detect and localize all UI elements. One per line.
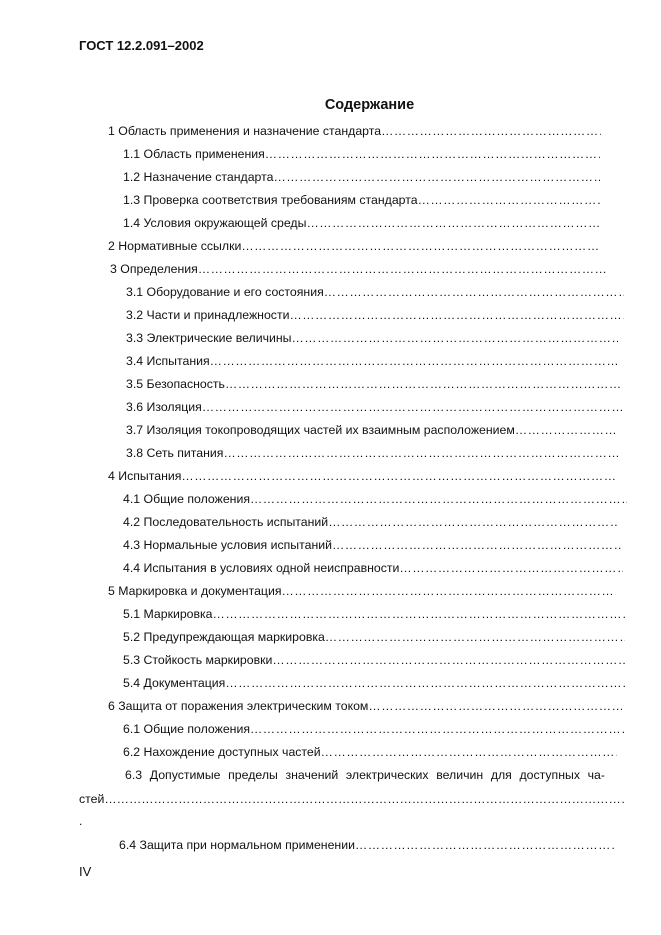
- leader-dots: [198, 262, 607, 276]
- toc-entry[interactable]: [126, 285, 624, 301]
- toc-entry[interactable]: [126, 377, 620, 393]
- toc-entry-label: 1.4 Условия окружающей среды: [123, 216, 307, 230]
- toc-entry[interactable]: [108, 699, 622, 715]
- toc-entry[interactable]: [123, 630, 625, 646]
- leader-dots: [515, 423, 617, 437]
- toc-entry[interactable]: [108, 584, 616, 600]
- toc-entry-label: 4 Испытания: [108, 469, 182, 483]
- leader-dots: [324, 285, 624, 299]
- toc-entry[interactable]: [123, 492, 627, 508]
- toc-entry[interactable]: [126, 446, 620, 462]
- toc-entry-label: стей: [79, 792, 105, 806]
- document-code: ГОСТ 12.2.091–2002: [79, 38, 204, 53]
- leader-dots: [250, 492, 627, 506]
- leader-dots: [399, 561, 623, 575]
- toc-entry-label: 6.4 Защита при нормальном применении: [119, 838, 355, 852]
- leader-dots: [213, 607, 625, 621]
- toc-entry[interactable]: [119, 838, 615, 854]
- toc-entry-label: 4.1 Общие положения: [123, 492, 250, 506]
- toc-entry-label: 3.5 Безопасность: [126, 377, 225, 391]
- page-number: IV: [79, 864, 92, 879]
- leader-dots: [273, 170, 600, 184]
- toc-entry[interactable]: [123, 193, 600, 209]
- toc-entry[interactable]: [126, 308, 624, 324]
- toc-entry[interactable]: [123, 676, 625, 692]
- toc-entry[interactable]: [123, 170, 600, 186]
- toc-entry-label: 5 Маркировка и документация: [108, 584, 282, 598]
- toc-entry-label: 1.2 Назначение стандарта: [123, 170, 274, 184]
- leader-dots: [418, 193, 600, 207]
- contents-title: Содержание: [324, 97, 415, 113]
- leader-dots: [265, 147, 600, 161]
- toc-entry[interactable]: [123, 607, 625, 623]
- toc-entry[interactable]: [123, 653, 625, 669]
- toc-entry-label: 3.2 Части и принадлежности: [126, 308, 290, 322]
- leader-dots: [181, 469, 618, 483]
- toc-entry[interactable]: [123, 515, 617, 531]
- toc-entry-label: 6.2 Нахождение доступных частей: [123, 745, 321, 759]
- leader-dots: [292, 331, 619, 345]
- trailing-dot: .: [79, 814, 83, 828]
- toc-entry-label: 6 Защита от поражения электрическим током: [108, 699, 369, 713]
- leader-dots: [225, 676, 625, 690]
- toc-entry-label: 1.3 Проверка соответствия требованиям стандарта: [123, 193, 418, 207]
- toc-entry[interactable]: [108, 469, 618, 485]
- leader-dots: [225, 377, 620, 391]
- toc-entry-label: 6.1 Общие положения: [123, 722, 250, 736]
- toc-entry-label: 3.6 Изоляция: [126, 400, 202, 414]
- toc-entry-label: 4.4 Испытания в условиях одной неисправности: [123, 561, 400, 575]
- toc-entry-label: 3.4 Испытания: [126, 354, 210, 368]
- toc-entry[interactable]: [108, 239, 600, 255]
- toc-entry-wrapped-second-line[interactable]: [79, 792, 626, 808]
- toc-entry[interactable]: [123, 147, 600, 163]
- leader-dots: [306, 216, 600, 230]
- toc-entry-label: 3.3 Электрические величины: [126, 331, 292, 345]
- toc-entry-label: 5.3 Стойкость маркировки: [123, 653, 273, 667]
- toc-entry[interactable]: [110, 262, 607, 278]
- leader-dots: [202, 400, 622, 414]
- leader-dots: [332, 538, 623, 552]
- toc-entry[interactable]: [108, 124, 601, 140]
- toc-entry[interactable]: [126, 423, 617, 439]
- toc-entry[interactable]: [126, 354, 620, 370]
- leader-dots: [355, 838, 615, 852]
- toc-entry[interactable]: [123, 722, 625, 738]
- toc-entry[interactable]: [123, 216, 600, 232]
- toc-entry[interactable]: [126, 400, 622, 416]
- toc-entry-label: 1.1 Область применения: [123, 147, 265, 161]
- toc-entry-label: 3 Определения: [110, 262, 198, 276]
- toc-entry[interactable]: [123, 745, 617, 761]
- toc-entry-label: 4.3 Нормальные условия испытаний: [123, 538, 332, 552]
- leader-dots: [282, 584, 617, 598]
- leader-dots: [272, 653, 625, 667]
- leader-dots: [223, 446, 620, 460]
- toc-entry-label: 5.2 Предупреждающая маркировка: [123, 630, 325, 644]
- leader-dots: [241, 239, 600, 253]
- toc-entry-label: 5.1 Маркировка: [123, 607, 213, 621]
- toc-entry[interactable]: [126, 331, 618, 347]
- toc-entry-label: 2 Нормативные ссылки: [108, 239, 242, 253]
- leader-dots: [250, 722, 625, 736]
- toc-entry-label: 3.1 Оборудование и его состояния: [126, 285, 324, 299]
- leader-dots: [368, 699, 622, 713]
- leader-dots: [321, 745, 617, 759]
- toc-entry[interactable]: [123, 538, 623, 554]
- leader-dots: [381, 124, 601, 138]
- toc-entry-label: 5.4 Документация: [123, 676, 226, 690]
- leader-dots: [325, 630, 625, 644]
- toc-entry-wrapped-first-line[interactable]: 6.3 Допустимые пределы значений электрических величин для доступных ча-: [125, 768, 605, 782]
- leader-dots: [210, 354, 620, 368]
- toc-entry-label: 4.2 Последовательность испытаний: [123, 515, 329, 529]
- leader-dots: [104, 792, 626, 806]
- toc-entry-label: 1 Область применения и назначение стандарта: [108, 124, 382, 138]
- leader-dots: [289, 308, 624, 322]
- leader-dots: [328, 515, 617, 529]
- toc-entry-label: 3.7 Изоляция токопроводящих частей их взаимным расположением: [126, 423, 515, 437]
- toc-entry-label: 3.8 Сеть питания: [126, 446, 224, 460]
- toc-entry[interactable]: [123, 561, 623, 577]
